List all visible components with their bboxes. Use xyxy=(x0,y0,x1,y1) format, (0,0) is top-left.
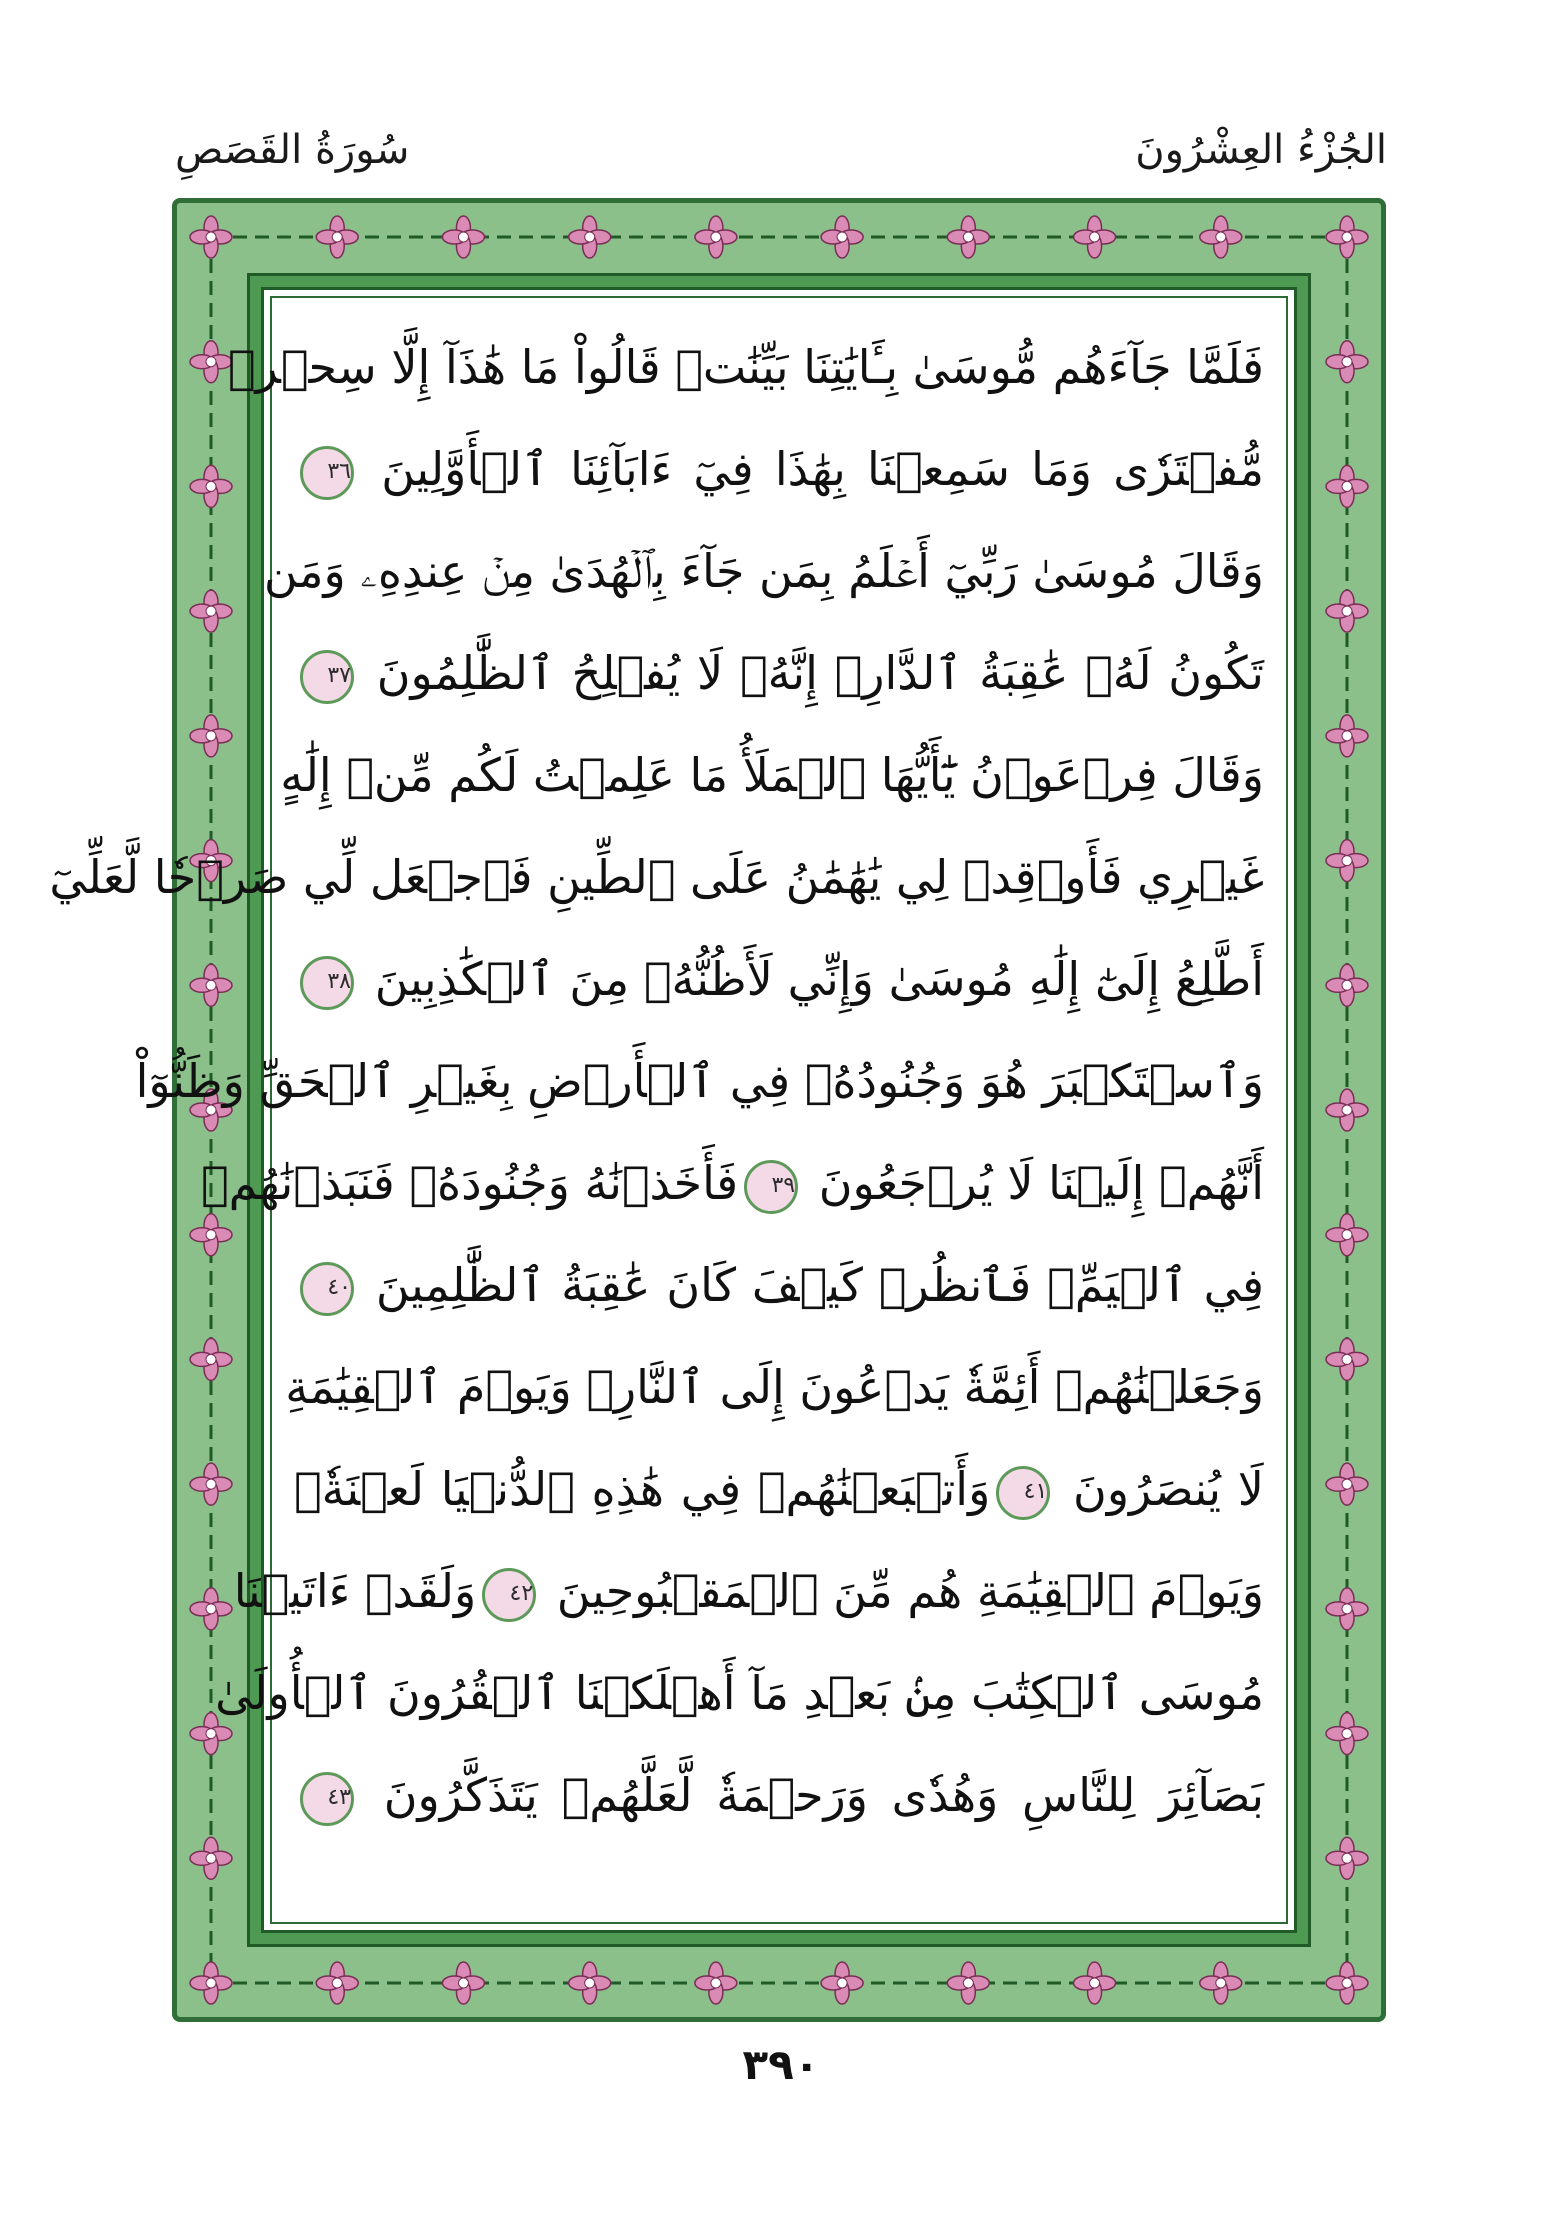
flower-ornament xyxy=(1326,1214,1368,1256)
verse-text: وَجَعَلۡنَٰهُمۡ أَئِمَّةٗ يَدۡعُونَ إِلَى ٱلنَّارِۖ وَيَوۡمَ ٱلۡقِيَٰمَةِ xyxy=(285,1360,1264,1414)
flower-ornament xyxy=(190,1962,232,2004)
text-line xyxy=(227,316,1264,418)
text-line xyxy=(233,1540,1264,1642)
flower-ornament xyxy=(947,1962,989,2004)
flower-ornament xyxy=(1326,1463,1368,1505)
text-line xyxy=(135,1030,1264,1132)
verse-text: وَقَالَ فِرۡعَوۡنُ يَٰٓأَيُّهَا ٱلۡمَلَأُ مَا عَلِمۡتُ لَكُم مِّنۡ إِلَٰهٍ xyxy=(280,748,1264,802)
ornamental-frame xyxy=(49,198,1386,2022)
flower-ornament xyxy=(1326,341,1368,383)
verse-text: فَأَخَذۡنَٰهُ وَجُنُودَهُۥ فَنَبَذۡنَٰهُمۡ xyxy=(201,1156,739,1210)
flower-ornament xyxy=(695,1962,737,2004)
verse-text: مُّفۡتَرٗى وَمَا سَمِعۡنَا بِهَٰذَا فِيٓ ءَابَآئِنَا ٱلۡأَوَّلِينَ xyxy=(360,442,1264,496)
verse-text: غَيۡرِي فَأَوۡقِدۡ لِي يَٰهَٰمَٰنُ عَلَى ٱلطِّينِ فَٱجۡعَل لِّي صَرۡحٗا لَّعَلِّيٓ xyxy=(49,850,1264,904)
verse-text: وَقَالَ مُوسَىٰ رَبِّيٓ أَعۡلَمُ بِمَن جَآءَ بِٱلۡهُدَىٰ مِنۡ عِندِهِۦ وَمَن xyxy=(263,544,1264,598)
ayah-number-marker: ٣٩ xyxy=(744,1160,798,1214)
text-line xyxy=(294,1438,1264,1540)
text-panel xyxy=(49,287,1297,1933)
page-number: ٣٩٠ xyxy=(742,2040,820,2089)
flower-ornament xyxy=(316,216,358,258)
verse-text: مُوسَى ٱلۡكِتَٰبَ مِنۢ بَعۡدِ مَآ أَهۡلَكۡنَا ٱلۡقُرُونَ ٱلۡأُولَىٰ xyxy=(215,1666,1264,1720)
flower-ornament xyxy=(569,216,611,258)
verse-text: وَٱسۡتَكۡبَرَ هُوَ وَجُنُودُهُۥ فِي ٱلۡأَرۡضِ بِغَيۡرِ ٱلۡحَقِّ وَظَنُّوٓاْ xyxy=(135,1054,1264,1108)
quran-text xyxy=(49,316,1265,1846)
flower-ornament xyxy=(190,1837,232,1879)
flower-ornament xyxy=(190,216,232,258)
text-line xyxy=(280,724,1264,826)
flower-ornament xyxy=(569,1962,611,2004)
text-line xyxy=(294,622,1264,724)
verse-text: تَكُونُ لَهُۥ عَٰقِبَةُ ٱلدَّارِۚ إِنَّهُۥ لَا يُفۡلِحُ ٱلظَّٰلِمُونَ xyxy=(360,646,1264,700)
text-line xyxy=(215,1642,1264,1744)
flower-ornament xyxy=(190,465,232,507)
verse-text: وَأَتۡبَعۡنَٰهُمۡ فِي هَٰذِهِ ٱلدُّنۡيَا لَعۡنَةٗۖ xyxy=(294,1462,991,1516)
flower-ornament xyxy=(190,1588,232,1630)
page-header xyxy=(175,105,1387,195)
ayah-number-marker: ٤٠ xyxy=(300,1262,354,1316)
text-line xyxy=(201,1132,1264,1234)
juz-title: الجُزْءُ العِشْرُونَ xyxy=(1135,127,1387,173)
flower-ornament xyxy=(1074,216,1116,258)
flower-ornament xyxy=(1326,465,1368,507)
verse-text: وَلَقَدۡ ءَاتَيۡنَا xyxy=(233,1564,477,1618)
flower-ornament xyxy=(1326,1588,1368,1630)
flower-ornament xyxy=(1326,1837,1368,1879)
flower-ornament xyxy=(821,216,863,258)
flower-ornament xyxy=(695,216,737,258)
flower-ornament xyxy=(1326,715,1368,757)
ayah-number-marker: ٤١ xyxy=(996,1466,1050,1520)
verse-text: لَا يُنصَرُونَ xyxy=(1056,1462,1265,1516)
verse-text: وَيَوۡمَ ٱلۡقِيَٰمَةِ هُم مِّنَ ٱلۡمَقۡبُوحِينَ xyxy=(542,1564,1264,1618)
flower-ornament xyxy=(190,341,232,383)
text-line xyxy=(263,520,1264,622)
flower-ornament xyxy=(1326,840,1368,882)
flower-ornament xyxy=(1326,1338,1368,1380)
flower-ornament xyxy=(316,1962,358,2004)
flower-ornament xyxy=(1200,1962,1242,2004)
flower-ornament xyxy=(190,590,232,632)
text-line xyxy=(285,1336,1264,1438)
flower-ornament xyxy=(1200,216,1242,258)
flower-ornament xyxy=(190,1338,232,1380)
text-line xyxy=(49,826,1264,928)
flower-ornament xyxy=(821,1962,863,2004)
flower-ornament xyxy=(1326,964,1368,1006)
text-line xyxy=(294,1744,1264,1846)
flower-ornament xyxy=(1326,216,1368,258)
flower-ornament xyxy=(190,715,232,757)
ayah-number-marker: ٣٧ xyxy=(300,650,354,704)
flower-ornament xyxy=(1326,590,1368,632)
ayah-number-marker: ٣٦ xyxy=(300,446,354,500)
flower-ornament xyxy=(442,1962,484,2004)
flower-ornament xyxy=(442,216,484,258)
text-line xyxy=(294,418,1264,520)
flower-ornament xyxy=(1326,1962,1368,2004)
flower-ornament xyxy=(190,964,232,1006)
verse-text: فَلَمَّا جَآءَهُم مُّوسَىٰ بِـَٔايَٰتِنَا بَيِّنَٰتٖ قَالُواْ مَا هَٰذَآ إِلَّا سِحۡرٞ xyxy=(227,340,1264,394)
ayah-number-marker: ٣٨ xyxy=(300,956,354,1010)
flower-ornament xyxy=(1326,1713,1368,1755)
text-line xyxy=(294,1234,1264,1336)
flower-ornament xyxy=(190,1463,232,1505)
verse-text: أَنَّهُمۡ إِلَيۡنَا لَا يُرۡجَعُونَ xyxy=(804,1156,1264,1210)
flower-ornament xyxy=(947,216,989,258)
text-line xyxy=(294,928,1264,1030)
verse-text: فِي ٱلۡيَمِّۖ فَٱنظُرۡ كَيۡفَ كَانَ عَٰقِبَةُ ٱلظَّٰلِمِينَ xyxy=(360,1258,1265,1312)
verse-text: أَطَّلِعُ إِلَىٰٓ إِلَٰهِ مُوسَىٰ وَإِنِّي لَأَظُنُّهُۥ مِنَ ٱلۡكَٰذِبِينَ xyxy=(360,952,1264,1006)
surah-title: سُورَةُ القَصَصِ xyxy=(175,127,410,173)
flower-ornament xyxy=(1074,1962,1116,2004)
flower-ornament xyxy=(1326,1089,1368,1131)
ayah-number-marker: ٤٣ xyxy=(300,1772,354,1826)
ayah-number-marker: ٤٢ xyxy=(482,1568,536,1622)
verse-text: بَصَآئِرَ لِلنَّاسِ وَهُدٗى وَرَحۡمَةٗ لَّعَلَّهُمۡ يَتَذَكَّرُونَ xyxy=(360,1768,1264,1822)
